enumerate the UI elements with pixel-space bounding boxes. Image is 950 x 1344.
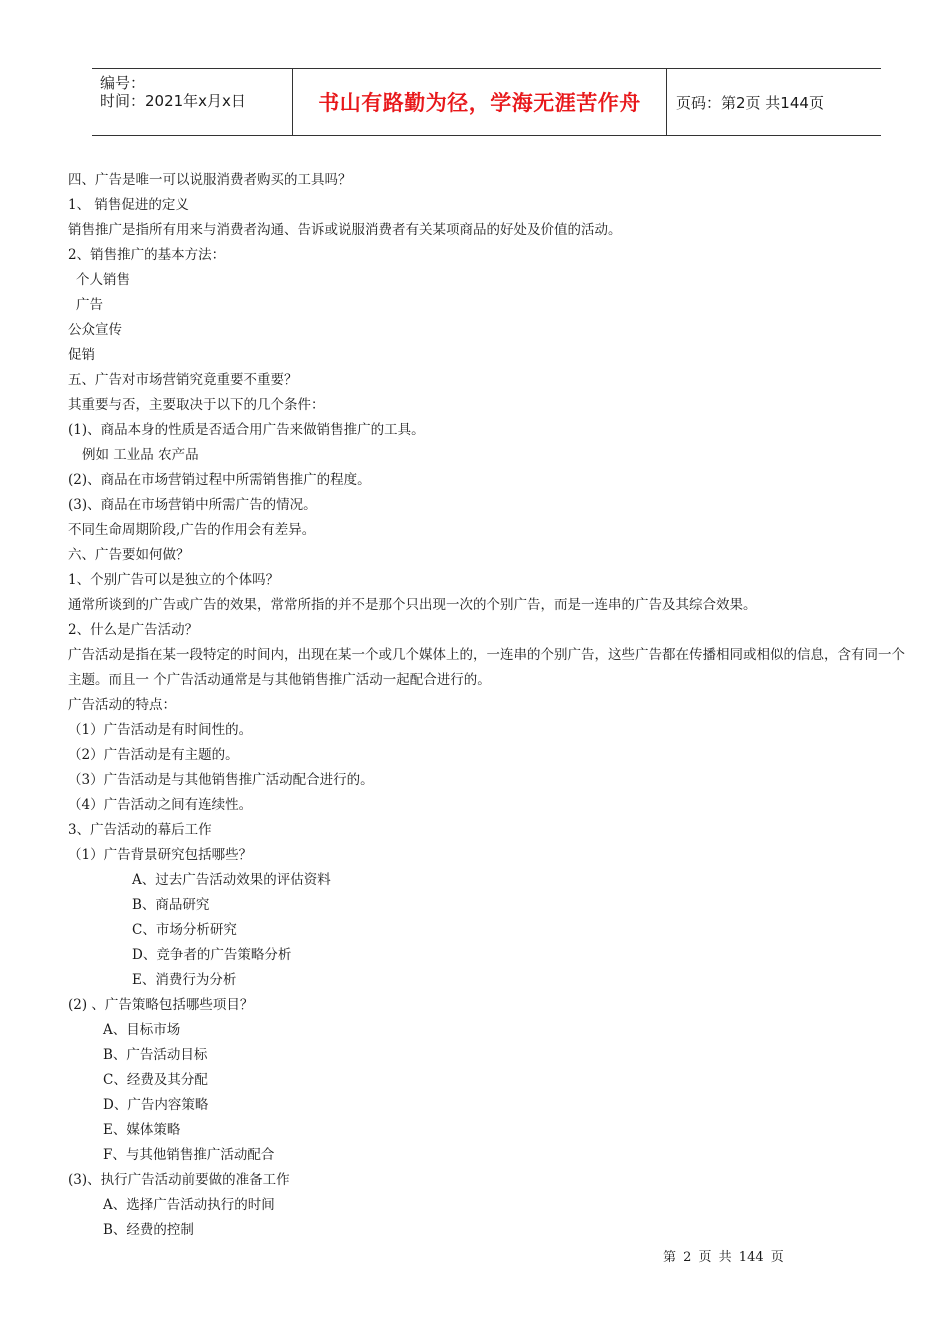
text-line: 个人销售	[76, 272, 130, 288]
text-line: F、与其他销售推广活动配合	[103, 1147, 275, 1163]
text-line: 2、什么是广告活动？	[68, 622, 199, 638]
text-line: 销售推广是指所有用来与消费者沟通、告诉或说服消费者有关某项商品的好处及价值的活动。	[68, 222, 622, 238]
text-line: 公众宣传	[68, 322, 122, 338]
text-line: E、媒体策略	[103, 1122, 181, 1138]
text-line: （1）广告活动是有时间性的。	[68, 722, 253, 738]
document-time-label: 时间：2021年x月x日	[100, 92, 246, 110]
text-line: A、选择广告活动执行的时间	[103, 1197, 275, 1213]
text-line: 广告活动是指在某一段特定的时间内，出现在某一个或几个媒体上的，一连串的个别广告，这些广告都在传播相同或相似的信息，含有同一个主题。而且一 个广告活动通常是与其他销售推广活动一起配合进行的。	[68, 647, 905, 688]
text-line: A、目标市场	[103, 1022, 181, 1038]
text-line: （3）广告活动是与其他销售推广活动配合进行的。	[68, 772, 374, 788]
text-line: (2) 、广告策略包括哪些项目？	[68, 997, 254, 1013]
text-line: (1)、商品本身的性质是否适合用广告来做销售推广的工具。	[68, 422, 425, 438]
text-line: 2、销售推广的基本方法：	[68, 247, 226, 263]
text-line: B、广告活动目标	[103, 1047, 208, 1063]
document-body	[68, 168, 908, 1243]
text-line: （2）广告活动是有主题的。	[68, 747, 239, 763]
text-line: 1、个别广告可以是独立的个体吗？	[68, 572, 280, 588]
document-number-label: 编号：	[100, 74, 146, 92]
text-line: 例如 工业品 农产品	[82, 447, 199, 463]
text-line: 广告	[76, 297, 103, 313]
text-line: D、竞争者的广告策略分析	[132, 947, 292, 963]
text-line: B、商品研究	[132, 897, 210, 913]
header-page-number: 页码：第2页 共144页	[676, 93, 824, 112]
text-line: （4）广告活动之间有连续性。	[68, 797, 253, 813]
text-line: (3)、商品在市场营销中所需广告的情况。	[68, 497, 317, 513]
page-header	[92, 68, 881, 136]
text-line: C、市场分析研究	[132, 922, 237, 938]
text-line: 促销	[68, 347, 95, 363]
text-line: 四、广告是唯一可以说服消费者购买的工具吗？	[68, 172, 352, 188]
text-line: 3、广告活动的幕后工作	[68, 822, 212, 838]
text-line: 广告活动的特点：	[68, 697, 176, 713]
page-footer: 第 2 页 共 144 页	[663, 1250, 784, 1265]
text-line: B、经费的控制	[103, 1222, 194, 1238]
header-meta-cell	[92, 69, 293, 135]
text-line: （1）广告背景研究包括哪些？	[68, 847, 253, 863]
header-motto-cell	[293, 69, 667, 135]
text-line: 六、广告要如何做？	[68, 547, 190, 563]
header-page-cell	[666, 69, 881, 135]
text-line: (2)、商品在市场营销过程中所需销售推广的程度。	[68, 472, 371, 488]
text-line: A、过去广告活动效果的评估资料	[132, 872, 331, 888]
text-line: D、广告内容策略	[103, 1097, 209, 1113]
text-line: 通常所谈到的广告或广告的效果，常常所指的并不是那个只出现一次的个别广告，而是一连串的广告及其综合效果。	[68, 597, 757, 613]
text-line: 五、广告对市场营销究竟重要不重要？	[68, 372, 298, 388]
header-motto: 书山有路勤为径，学海无涯苦作舟	[318, 91, 641, 115]
text-line: 不同生命周期阶段,广告的作用会有差异。	[68, 522, 316, 538]
text-line: 1、 销售促进的定义	[68, 197, 189, 213]
text-line: (3)、执行广告活动前要做的准备工作	[68, 1172, 290, 1188]
text-line: E、消费行为分析	[132, 972, 237, 988]
text-line: 其重要与否，主要取决于以下的几个条件：	[68, 397, 325, 413]
text-line: C、经费及其分配	[103, 1072, 208, 1088]
